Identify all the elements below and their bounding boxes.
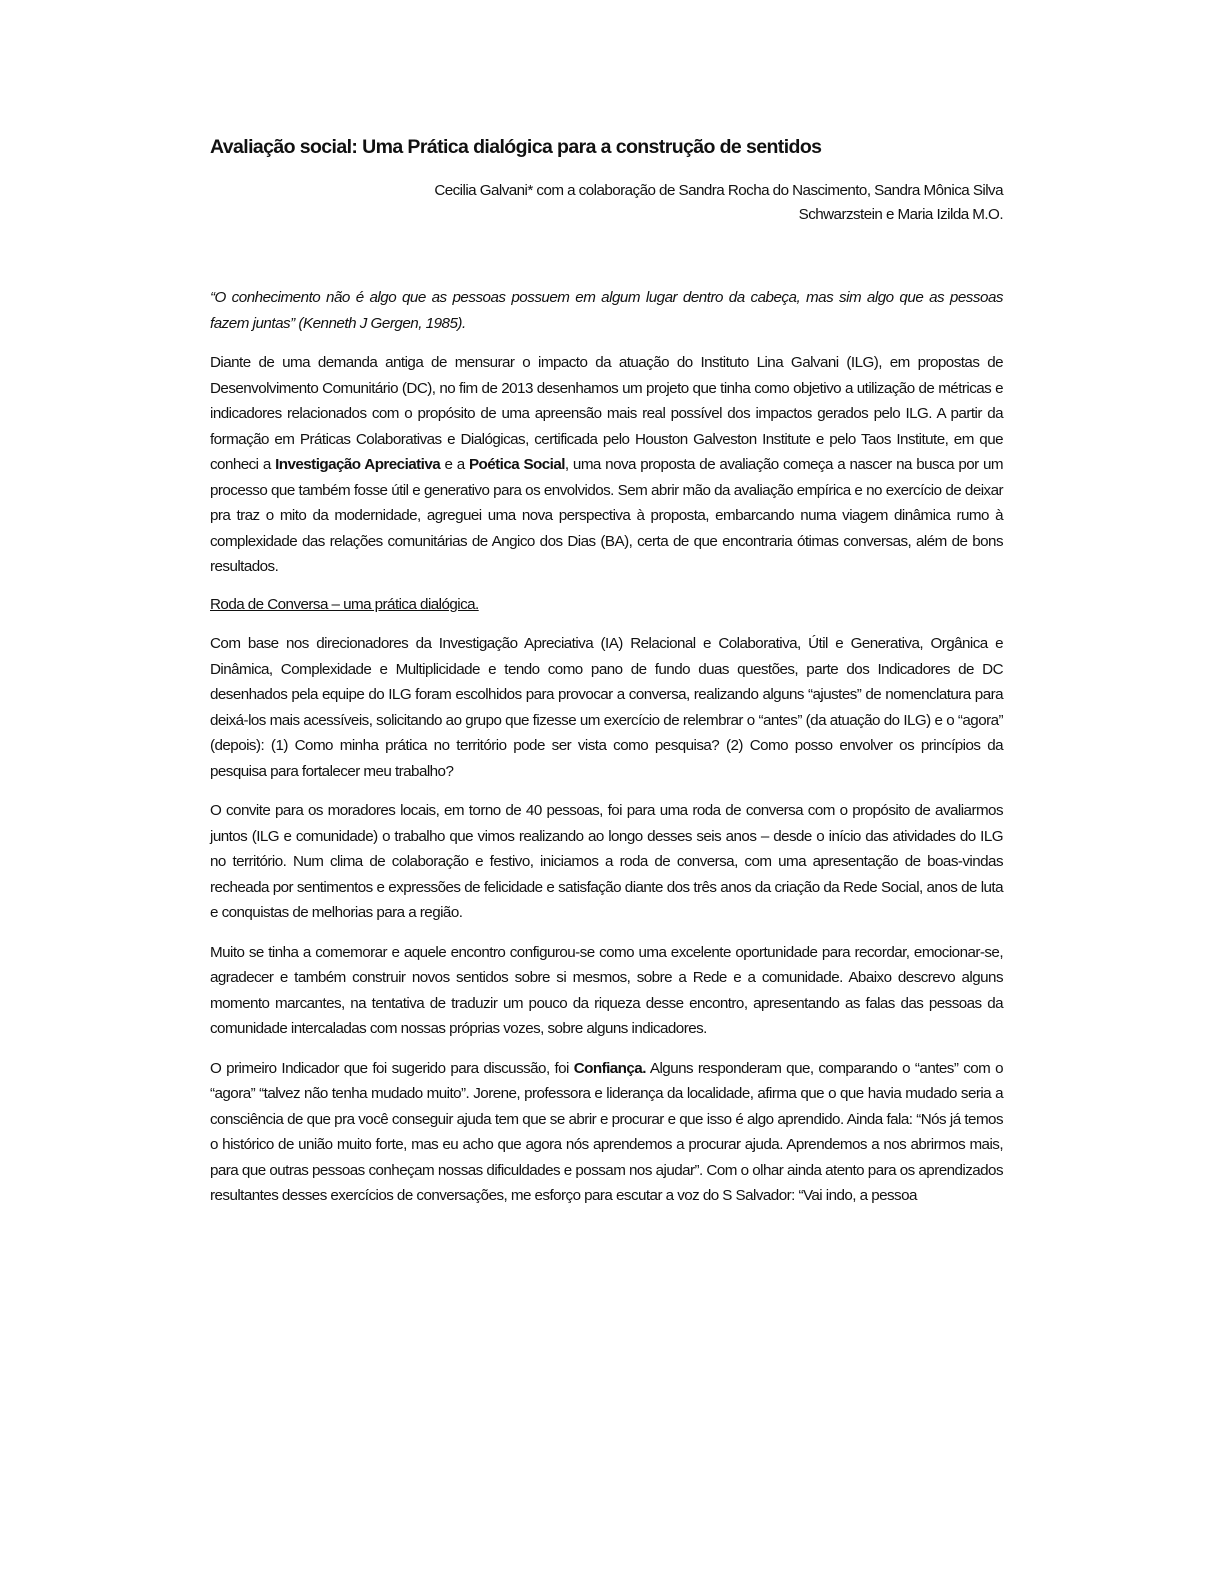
paragraph-text: e a	[440, 456, 469, 473]
bold-term: Investigação Apreciativa	[275, 456, 441, 473]
bold-term: Confiança.	[573, 1059, 646, 1077]
document-page	[210, 120, 1003, 1209]
paragraph-text: Alguns responderam que, comparando o “antes” com o “agora” “talvez não tenha mudado muito”. Jorene, professora e liderança da localidade, afirma que o que havia mudado seria a consciência de que pra você conseguir ajuda tem que se abrir e procurar e que isso é algo aprendido. Ainda fala: “Nós já temos o histórico de união muito forte, mas eu acho que agora nós aprendemos a procurar ajuda. Aprendemos a nos abrirmos mais, para que outras pessoas conheçam nossas dificuldades e possam nos ajudar”. Com o olhar ainda atento para os aprendizados resultantes desses exercícios de conversações, me esforço para escutar a voz do S Salvador: “Vai indo, a pessoa	[210, 1059, 1003, 1204]
paragraph-celebration: Muito se tinha a comemorar e aquele encontro configurou-se como uma excelente oportunidade para recordar, emocionar-se, agradecer e também construir novos sentidos sobre si mesmos, sobre a Rede e a comunidade. Abaixo descrevo alguns momento marcantes, na tentativa de traduzir um pouco da riqueza desse encontro, apresentando as falas das pessoas da comunidade intercaladas com nossas próprias vozes, sobre alguns indicadores.	[210, 943, 1003, 1037]
authors-block	[210, 179, 1003, 227]
paragraph-invitation: O convite para os moradores locais, em torno de 40 pessoas, foi para uma roda de conversa com o propósito de avaliarmos juntos (ILG e comunidade) o trabalho que vimos realizando ao longo desses seis anos – desde o início das atividades do ILG no território. Num clima de colaboração e festivo, iniciamos a roda de conversa, com uma apresentação de boas-vindas recheada por sentimentos e expressões de felicidade e satisfação diante dos três anos da criação da Rede Social, anos de luta e conquistas de melhorias para a região.	[210, 802, 1003, 921]
authors-line-1: Cecilia Galvani* com a colaboração de Sandra Rocha do Nascimento, Sandra Mônica Silva	[434, 182, 1003, 199]
epigraph-quote: “O conhecimento não é algo que as pessoas possuem em algum lugar dentro da cabeça, mas sim algo que as pessoas fazem juntas” (Kenneth J Gergen, 1985).	[210, 289, 1003, 332]
paragraph-methodology: Com base nos direcionadores da Investigação Apreciativa (IA) Relacional e Colaborativa, Útil e Generativa, Orgânica e Dinâmica, Complexidade e Multiplicidade e tendo como pano de fundo duas questões, parte dos Indicadores de DC desenhados pela equipe do ILG foram escolhidos para provocar a conversa, realizando alguns “ajustes” de nomenclatura para deixá-los mais acessíveis, solicitando ao grupo que fizesse um exercício de relembrar o “antes” (da atuação do ILG) e o “agora” (depois): (1) Como minha prática no território pode ser vista como pesquisa? (2) Como posso envolver os princípios da pesquisa para fortalecer meu trabalho?	[210, 635, 1003, 780]
bold-term: Poética Social	[468, 456, 565, 473]
paragraph-intro	[210, 350, 1003, 580]
section-heading: Roda de Conversa – uma prática dialógica.	[210, 595, 479, 613]
paragraph-indicator-trust	[210, 1056, 1003, 1209]
document-title: Avaliação social: Uma Prática dialógica para a construção de sentidos	[210, 136, 822, 158]
paragraph-text: O primeiro Indicador que foi sugerido para discussão, foi	[210, 1059, 574, 1077]
authors-line-2: Schwarzstein e Maria Izilda M.O.	[798, 206, 1003, 223]
paragraph-text: Diante de uma demanda antiga de mensurar o impacto da atuação do Instituto Lina Galvani (ILG), em propostas de Desenvolvimento Comunitário (DC), no fim de 2013 desenhamos um projeto que tinha como objetivo a utilização de métricas e indicadores relacionados com o propósito de uma apreensão mais real possível dos impactos gerados pelo ILG. A partir da formação em Práticas Colaborativas e Dialógicas, certificada pelo Houston Galveston Institute e pelo Taos Institute, em que conheci a	[210, 354, 1003, 473]
paragraph-text: , uma nova proposta de avaliação começa a nascer na busca por um processo que também fosse útil e generativo para os envolvidos. Sem abrir mão da avaliação empírica e no exercício de deixar pra traz o mito da modernidade, agreguei uma nova perspectiva à proposta, embarcando numa viagem dinâmica rumo à complexidade das relações comunitárias de Angico dos Dias (BA), certa de que encontraria ótimas conversas, além de bons resultados.	[210, 456, 1003, 575]
